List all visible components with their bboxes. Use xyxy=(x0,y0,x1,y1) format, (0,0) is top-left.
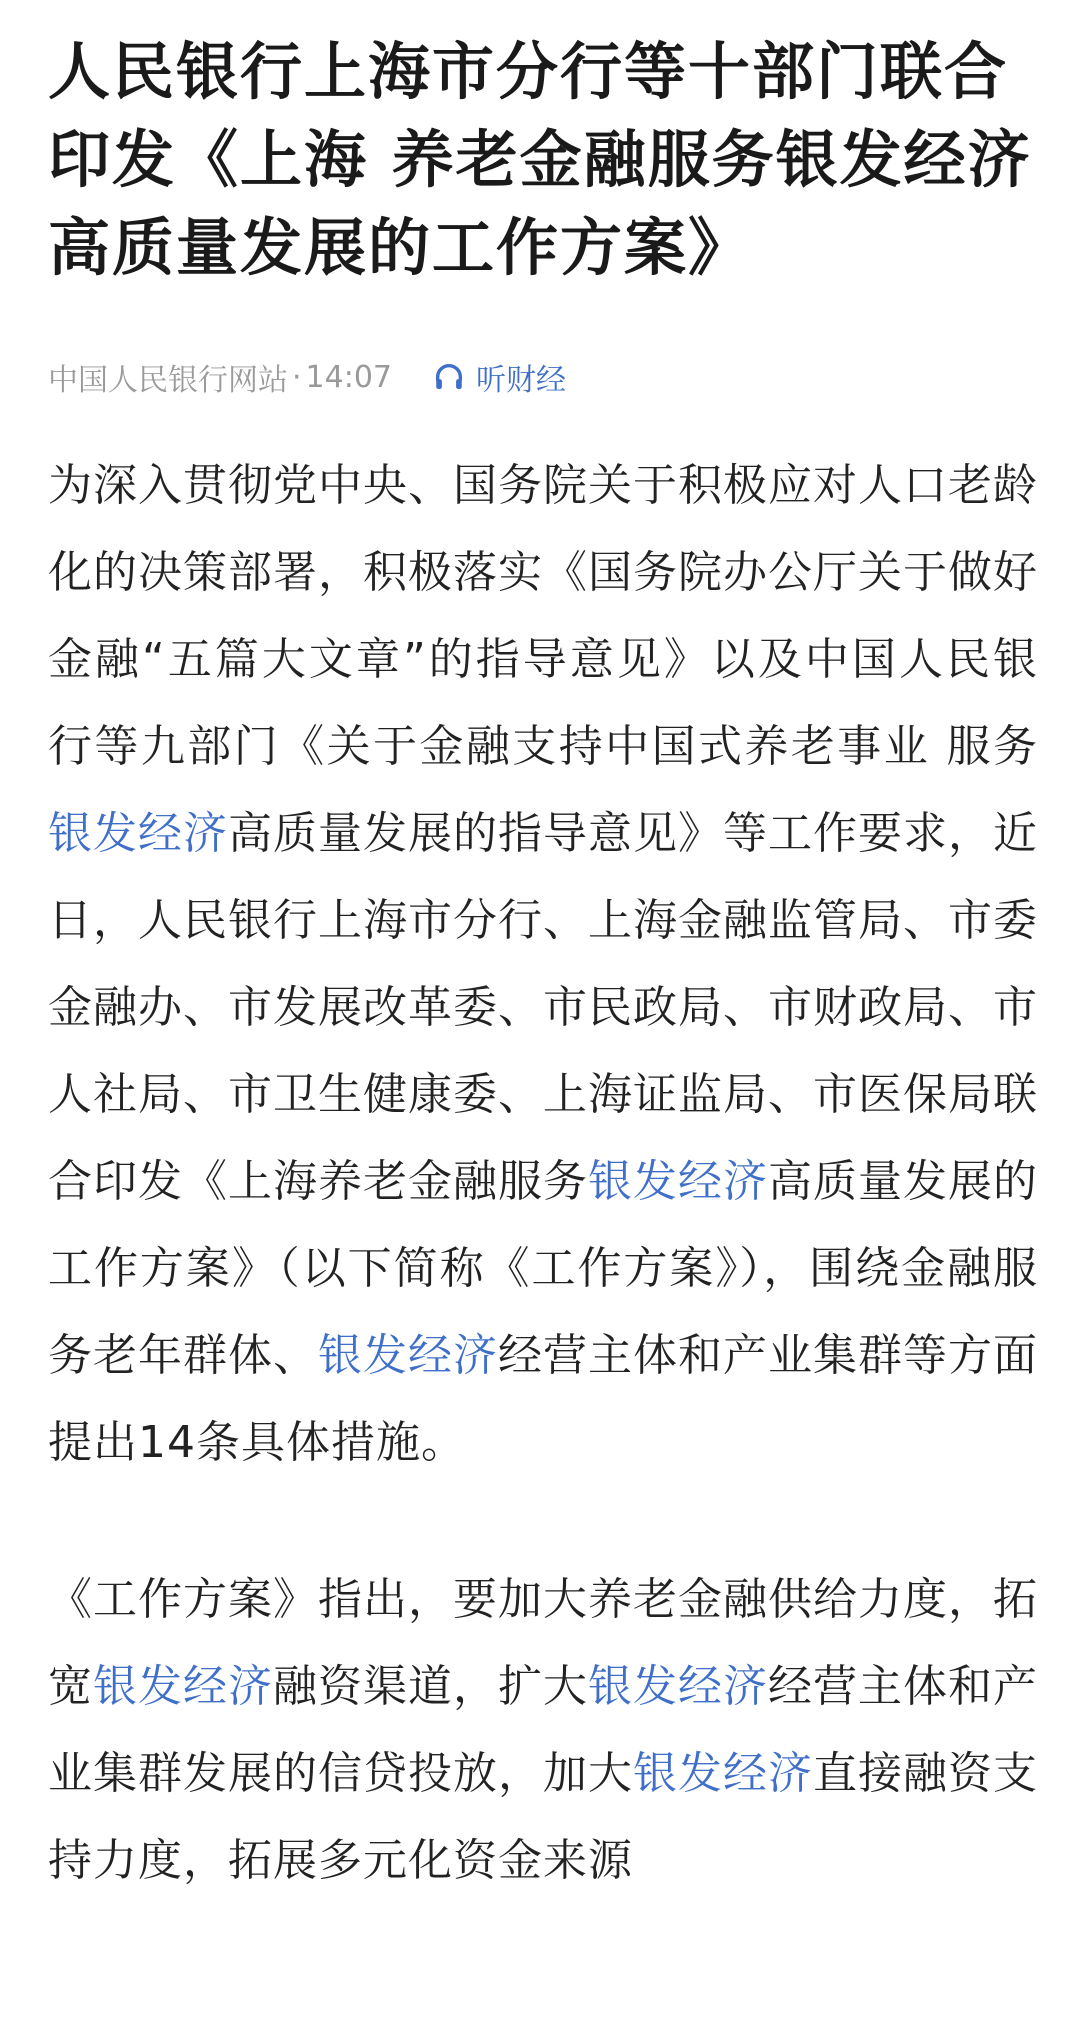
paragraph-2 xyxy=(48,1556,1038,1904)
article xyxy=(48,28,1038,1904)
paragraph-text: 融资渠道，扩大 xyxy=(273,1661,588,1712)
keyword-link[interactable]: 银发经济 xyxy=(588,1156,768,1207)
meta-separator: · xyxy=(292,359,302,395)
article-meta xyxy=(48,352,1038,402)
keyword-link[interactable]: 银发经济 xyxy=(588,1661,768,1712)
paragraph-text: 《工作方案》指出，要加大养老金融供给力度，拓宽 xyxy=(48,1574,1038,1712)
article-source[interactable]: 中国人民银行网站 xyxy=(48,363,288,398)
keyword-link[interactable]: 银发经济 xyxy=(48,808,228,859)
paragraph-text: 高质量发展的指导意见》等工作要求，近日，人民银行上海市分行、上海金融监管局、市委金融办、市发展改革委、市民政局、市财政局、市人社局、市卫生健康委、上海证监局、市医保局联合印发《上海养老金融服务 xyxy=(48,808,1038,1207)
listen-button[interactable] xyxy=(432,355,566,399)
keyword-link[interactable]: 银发经济 xyxy=(93,1661,273,1712)
paragraph-text: 经营主体和产业集群发展的信贷投放，加大 xyxy=(48,1661,1038,1799)
paragraph-text: 直接融资支持力度，拓展多元化资金来源 xyxy=(48,1748,1038,1886)
paragraph-text: 为深入贯彻党中央、国务院关于积极应对人口老龄化的决策部署，积极落实《国务院办公厅关于做好金融“五篇大文章”的指导意见》以及中国人民银行等九部门《关于金融支持中国式养老事业 服务 xyxy=(48,460,1038,772)
keyword-link[interactable]: 银发经济 xyxy=(318,1330,498,1381)
keyword-link[interactable]: 银发经济 xyxy=(633,1748,813,1799)
headphones-icon xyxy=(432,360,466,394)
article-time: 14:07 xyxy=(305,359,393,395)
article-title: 人民银行上海市分行等十部门联合印发《上海 养老金融服务银发经济高质量发展的工作方案》 xyxy=(48,35,1032,284)
paragraph-text: 经营主体和产业集群等方面提出14条具体措施。 xyxy=(48,1330,1038,1468)
listen-label: 听财经 xyxy=(476,363,567,398)
paragraph-text: 高质量发展的工作方案》（以下简称《工作方案》），围绕金融服务老年群体、 xyxy=(48,1156,1038,1381)
paragraph-1 xyxy=(48,442,1038,1486)
